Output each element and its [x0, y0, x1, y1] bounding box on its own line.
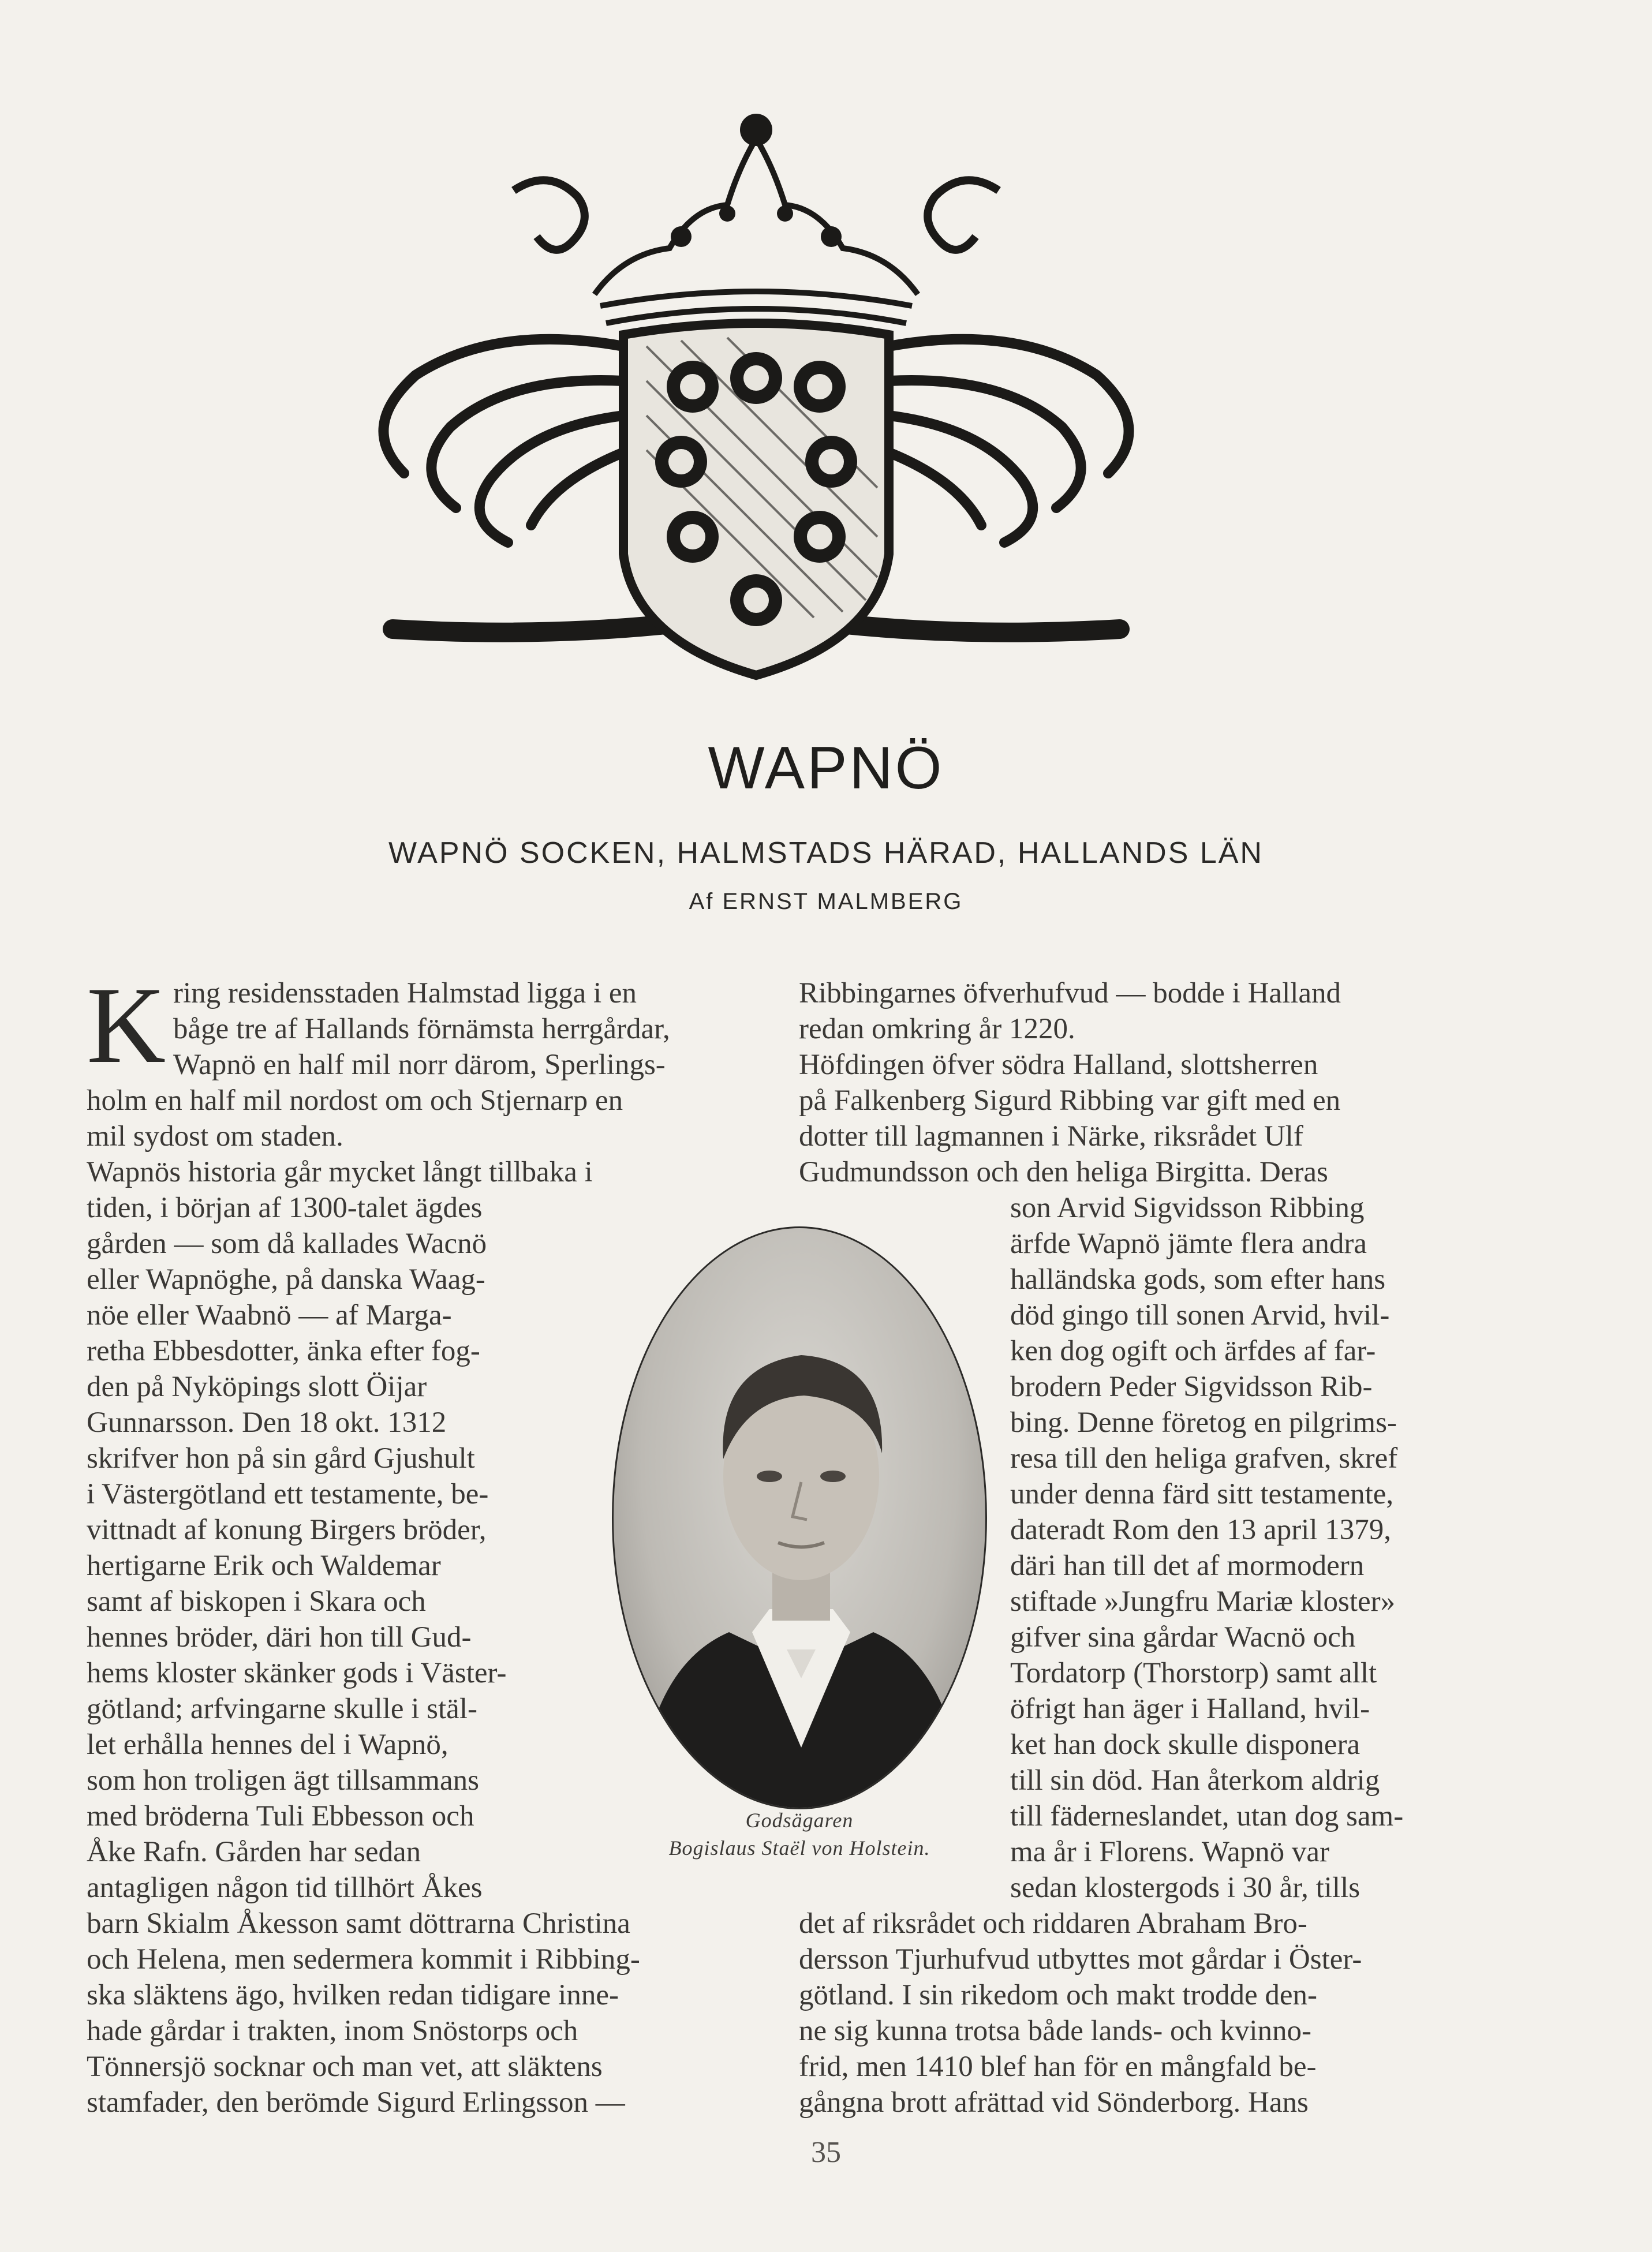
text-line: däri han till det af mormodern: [1010, 1550, 1365, 1582]
text-line: Tordatorp (Thorstorp) samt allt: [1010, 1657, 1377, 1689]
text-line: resa till den heliga grafven, skref: [1010, 1442, 1398, 1475]
text-line: bing. Denne företog en pilgrims-: [1010, 1406, 1397, 1439]
text-line: hems kloster skänker gods i Väster-: [87, 1657, 507, 1689]
text-line: hennes bröder, däri hon till Gud-: [87, 1621, 472, 1654]
text-line: götland; arfvingarne skulle i stäl-: [87, 1693, 477, 1725]
text-line: ska släktens ägo, hvilken redan tidigare inne-: [87, 1979, 619, 2011]
text-line: holm en half mil nordost om och Stjernarp en: [87, 1084, 623, 1117]
text-line: let erhålla hennes del i Wapnö,: [87, 1729, 448, 1761]
portrait-caption: [589, 1806, 1010, 1862]
text-line: halländska gods, som efter hans: [1010, 1263, 1386, 1296]
caption-line-1: Godsägaren: [745, 1809, 854, 1832]
text-line: mil sydost om staden.: [87, 1120, 343, 1153]
text-line: frid, men 1410 blef han för en mångfald be-: [799, 2051, 1317, 2083]
text-line: gifver sina gårdar Wacnö och: [1010, 1621, 1356, 1654]
text-line: ken dog ogift och ärfdes af far-: [1010, 1335, 1376, 1367]
text-line: dersson Tjurhufvud utbyttes mot gårdar i Öster-: [799, 1943, 1362, 1976]
subtitle: WAPNÖ SOCKEN, HALMSTADS HÄRAD, HALLANDS LÄN: [388, 836, 1264, 870]
byline: Af ERNST MALMBERG: [689, 889, 963, 914]
drop-cap: K: [87, 965, 166, 1086]
text-line: götland. I sin rikedom och makt trodde den-: [799, 1979, 1317, 2011]
text-line: son Arvid Sigvidsson Ribbing: [1010, 1192, 1365, 1224]
text-line: under denna färd sitt testamente,: [1010, 1478, 1394, 1510]
text-line: båge tre af Hallands förnämsta herrgårdar,: [173, 1013, 670, 1045]
text-line: med bröderna Tuli Ebbesson och: [87, 1800, 474, 1832]
text-line: sedan klostergods i 30 år, tills: [1010, 1872, 1361, 1904]
caption-line-2: Bogislaus Staël von Holstein.: [668, 1836, 930, 1860]
text-line: retha Ebbesdotter, änka efter fog-: [87, 1335, 480, 1367]
text-line: Ribbingarnes öfverhufvud — bodde i Halland: [799, 977, 1341, 1009]
text-line: skrifver hon på sin gård Gjushult: [87, 1442, 475, 1475]
text-line: den på Nyköpings slott Öijar: [87, 1371, 427, 1403]
portrait-photo: [612, 1226, 987, 1809]
text-line: antagligen någon tid tillhört Åkes: [87, 1872, 483, 1904]
text-line: öfrigt han äger i Halland, hvil-: [1010, 1693, 1370, 1725]
page-number: 35: [811, 2136, 841, 2169]
text-line: gångna brott afrättad vid Sönderborg. Hans: [799, 2086, 1309, 2119]
text-line: Tönnersjö socknar och man vet, att släktens: [87, 2051, 603, 2083]
text-line: brodern Peder Sigvidsson Rib-: [1010, 1371, 1373, 1403]
text-line: på Falkenberg Sigurd Ribbing var gift med en: [799, 1084, 1341, 1117]
text-line: tiden, i början af 1300-talet ägdes: [87, 1192, 483, 1224]
text-line: Gunnarsson. Den 18 okt. 1312: [87, 1406, 447, 1439]
text-line: Wapnös historia går mycket långt tillbaka i: [87, 1156, 593, 1188]
text-line: Wapnö en half mil norr därom, Sperlings-: [173, 1049, 666, 1081]
text-line: ring residensstaden Halmstad ligga i en: [173, 977, 637, 1009]
text-line: Åke Rafn. Gården har sedan: [87, 1836, 421, 1868]
text-line: stiftade »Jungfru Mariæ kloster»: [1010, 1585, 1396, 1618]
text-line: nöe eller Waabnö — af Marga-: [87, 1299, 452, 1331]
text-line: och Helena, men sedermera kommit i Ribbing-: [87, 1943, 640, 1976]
text-line: stamfader, den berömde Sigurd Erlingsson —: [87, 2086, 625, 2119]
text-line: gården — som då kallades Wacnö: [87, 1228, 487, 1260]
text-line: redan omkring år 1220.: [799, 1013, 1075, 1045]
text-line: Höfdingen öfver södra Halland, slottsherren: [799, 1049, 1318, 1081]
text-line: till sin död. Han återkom aldrig: [1010, 1764, 1380, 1797]
coat-of-arms-icon: [323, 104, 1189, 687]
text-line: Gudmundsson och den heliga Birgitta. Deras: [799, 1156, 1328, 1188]
text-line: död gingo till sonen Arvid, hvil-: [1010, 1299, 1390, 1331]
text-line: ärfde Wapnö jämte flera andra: [1010, 1228, 1367, 1260]
text-line: dotter till lagmannen i Närke, riksrådet Ulf: [799, 1120, 1303, 1153]
text-line: vittnadt af konung Birgers bröder,: [87, 1514, 487, 1546]
text-line: ket han dock skulle disponera: [1010, 1729, 1361, 1761]
page-title: WAPNÖ: [708, 735, 944, 802]
portrait-figure-icon: [614, 1228, 987, 1809]
text-line: barn Skialm Åkesson samt döttrarna Christina: [87, 1907, 630, 1940]
text-line: hade gårdar i trakten, inom Snöstorps och: [87, 2015, 578, 2047]
text-line: ma år i Florens. Wapnö var: [1010, 1836, 1329, 1868]
text-line: det af riksrådet och riddaren Abraham Bro-: [799, 1907, 1307, 1940]
text-line: till fäderneslandet, utan dog sam-: [1010, 1800, 1404, 1832]
text-line: i Västergötland ett testamente, be-: [87, 1478, 489, 1510]
portrait: [612, 1226, 987, 1809]
text-line: dateradt Rom den 13 april 1379,: [1010, 1514, 1392, 1546]
text-line: hertigarne Erik och Waldemar: [87, 1550, 441, 1582]
text-line: samt af biskopen i Skara och: [87, 1585, 426, 1618]
text-line: ne sig kunna trotsa både lands- och kvinno-: [799, 2015, 1312, 2047]
text-line: som hon troligen ägt tillsammans: [87, 1764, 479, 1797]
text-line: eller Wapnöghe, på danska Waag-: [87, 1263, 485, 1296]
